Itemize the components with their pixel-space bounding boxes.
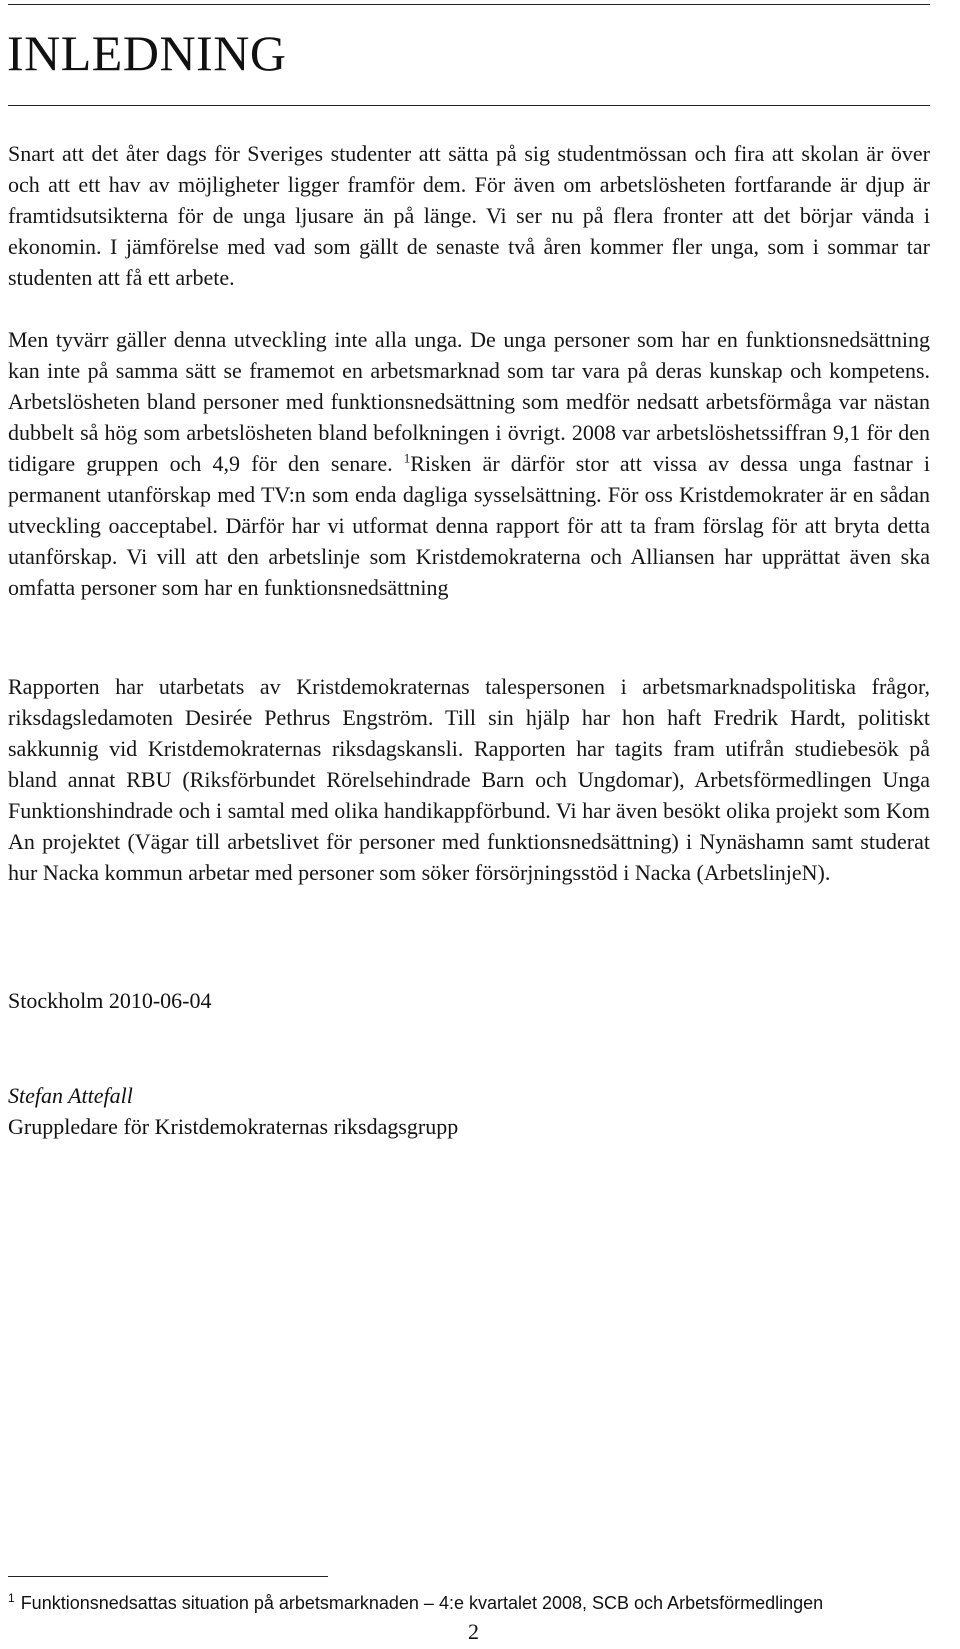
intro-paragraph: Snart att det åter dags för Sveriges studenter att sätta på sig studentmössan och fira att skolan är över och att ett hav av möjligheter ligger framför dem. För även om arbetslösheten fortfarande är djup är framtidsutsikterna för de unga ljusare än på länge. Vi ser nu på flera fronter att det börjar vända i ekonomin. I jämförelse med vad som gällt de senaste två åren kommer fler unga, som i sommar tar studenten att få ett arbete. — [8, 141, 930, 290]
top-rule — [8, 4, 930, 5]
footnote-number: 1 — [8, 1591, 15, 1605]
page-title: INLEDNING — [7, 25, 287, 81]
disability-paragraph-text-start: Men tyvärr gäller denna utveckling inte alla unga. De unga personer som har en funktionsnedsättning kan inte på samma sätt se framemot en arbetsmarknad som tar vara på deras kunskap och kompetens. Arbetslösheten bland personer med funktionsnedsättning som medför nedsatt arbetsförmåga var nästan dubbelt så hög som arbetslösheten bland befolkningen i övrigt. 2008 var arbetslöshetssiffran 9,1 för den tidigare gruppen och 4,9 för den senare. — [8, 327, 930, 476]
disability-paragraph-text-end: Risken är därför stor att vissa av dessa unga fastnar i permanent utanförskap med TV:n som enda dagliga sysselsättning. För oss Kristdemokrater är en sådan utveckling oacceptabel. Därför har vi utformat denna rapport för att ta fram förslag för att bryta detta utanförskap. Vi vill att den arbetslinje som Kristdemokraterna och Alliansen har upprättat även ska omfatta personer som har en funktionsnedsättning — [8, 451, 930, 600]
footnote — [8, 1591, 823, 1615]
footnote-reference: 1 — [403, 450, 411, 466]
signatory-role: Gruppledare för Kristdemokraternas riksdagsgrupp — [8, 1114, 459, 1139]
place-date: Stockholm 2010-06-04 — [8, 988, 212, 1013]
report-paragraph: Rapporten har utarbetats av Kristdemokraternas talespersonen i arbetsmarknadspolitiska frågor, riksdagsledamoten Desirée Pethrus Engström. Till sin hjälp har hon haft Fredrik Hardt, politiskt sakkunnig vid Kristdemokraternas riksdagskansli. Rapporten har tagits fram utifrån studiebesök på bland annat RBU (Riksförbundet Rörelsehindrade Barn och Ungdomar), Arbetsförmedlingen Unga Funktionshindrade och i samtal med olika handikappförbund. Vi har även besökt olika projekt som Kom An projektet (Vägar till arbetslivet för personer med funktionsnedsättning) i Nynäshamn samt studerat hur Nacka kommun arbetar med personer som söker försörjningsstöd i Nacka (ArbetslinjeN). — [8, 674, 930, 885]
page-number: 2 — [468, 1619, 479, 1644]
footnote-separator — [8, 1576, 328, 1577]
footnote-text: Funktionsnedsattas situation på arbetsmarknaden – 4:e kvartalet 2008, SCB och Arbetsförmedlingen — [20, 1593, 824, 1613]
signature: Stefan Attefall — [8, 1083, 133, 1108]
disability-paragraph — [8, 324, 930, 603]
title-underline — [8, 105, 930, 106]
